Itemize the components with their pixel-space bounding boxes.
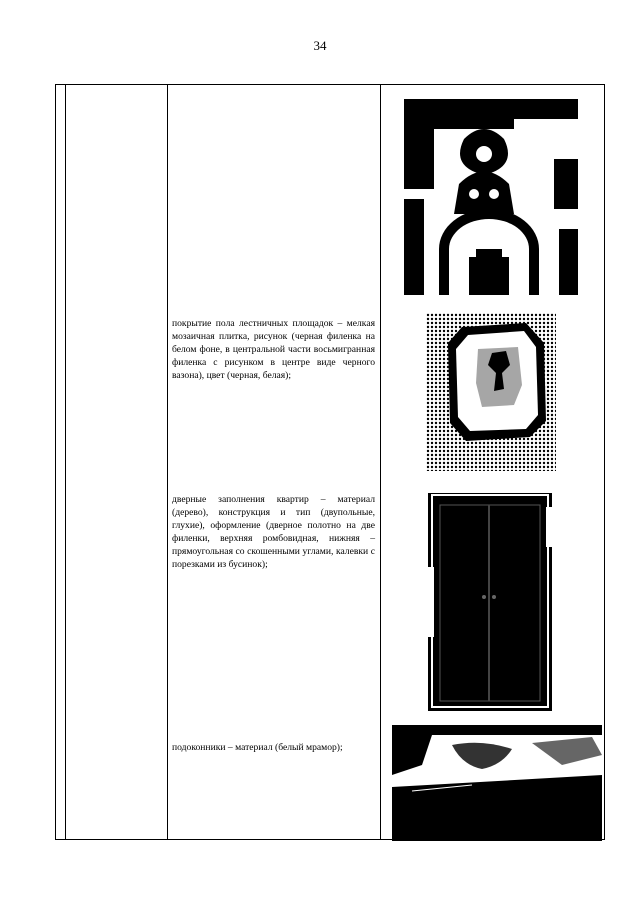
marble-windowsill-photo	[392, 725, 602, 841]
apartment-door-photo	[428, 487, 552, 711]
column-divider	[167, 85, 168, 839]
ornamental-ceiling-rosette-photo	[404, 99, 578, 295]
row-description-floor: покрытие пола лестничных площадок – мелкая мозаичная плитка, рисунок (черная филенка на белом фоне, в центральной части восьмигранная филенка с рисунком в центре виде черного вазона), цвет (черная, белая);	[172, 318, 375, 381]
mosaic-floor-photo	[426, 313, 556, 471]
heritage-table	[55, 84, 605, 840]
column-divider	[380, 85, 381, 839]
row-description-door: дверные заполнения квартир – материал (дерево), конструкция и тип (двупольные, глухие), оформление (дверное полотно на две филенки, верхняя ромбовидная, нижняя – прямоугольная со скошенными углами, калевки с порезками из бусинок);	[172, 494, 375, 570]
column-divider	[65, 85, 66, 839]
row-description-windowsill: подоконники – материал (белый мрамор);	[172, 742, 343, 753]
page-number: 34	[313, 38, 327, 53]
